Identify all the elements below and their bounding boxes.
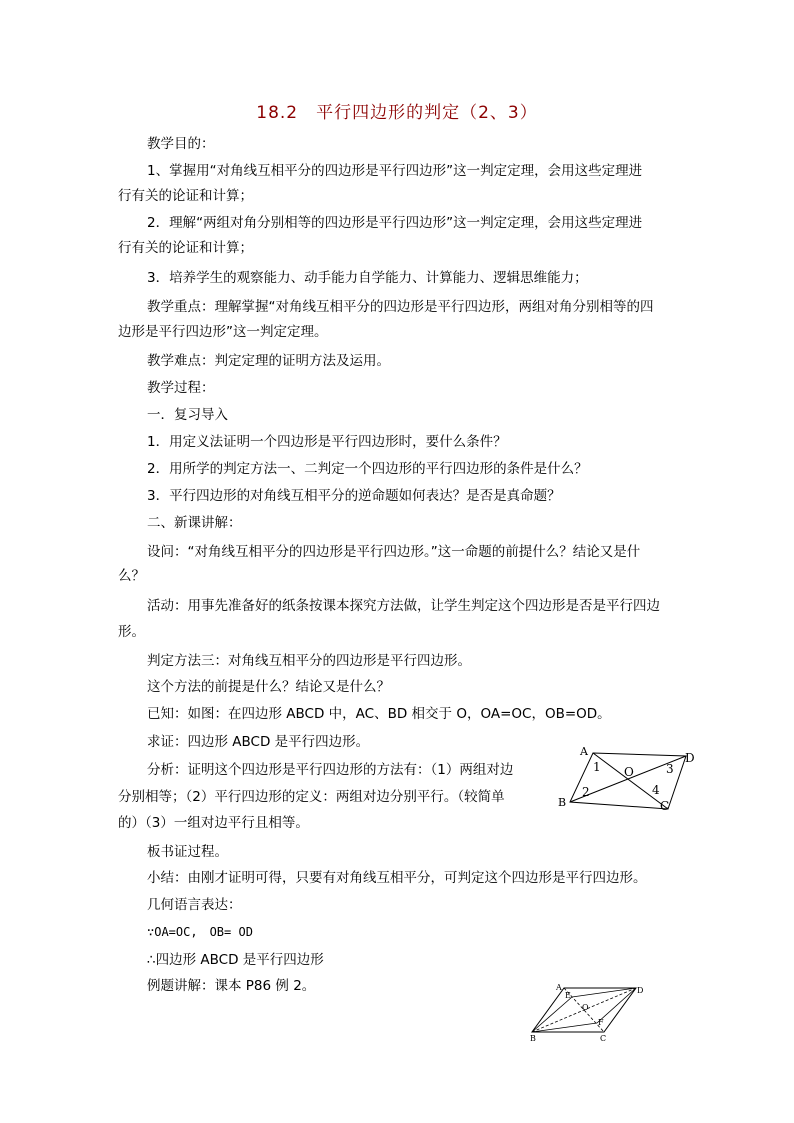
- analysis-line-2: 分别相等；（2）平行四边形的定义：两组对边分别平行。（较简单: [118, 789, 505, 805]
- method-three: 判定方法三：对角线互相平分的四边形是平行四边形。: [147, 653, 471, 669]
- label-C: C: [660, 799, 670, 813]
- ex-label-D: D: [637, 986, 644, 995]
- new-lesson-heading: 二、新课讲解：: [147, 515, 242, 531]
- board-note: 板书证过程。: [147, 844, 228, 860]
- ex-label-A: A: [556, 983, 562, 992]
- analysis-line-1: 分析：证明这个四边形是平行四边形的方法有：（1）两组对边: [147, 762, 514, 778]
- because-statement: ∵OA=OC, OB= OD: [147, 925, 253, 939]
- ex-label-E: E: [565, 991, 571, 1000]
- label-B: B: [558, 796, 567, 809]
- ex-label-C: C: [600, 1034, 607, 1043]
- given-statement: 已知：如图：在四边形 ABCD 中，AC、BD 相交于 O，OA=OC，OB=OD。: [147, 706, 611, 722]
- review-question-1: 1．用定义法证明一个四边形是平行四边形时，要什么条件？: [147, 434, 507, 450]
- activity-line-2: 形。: [118, 624, 145, 640]
- objective-1-line-1: 1、掌握用“对角线互相平分的四边形是平行四边形”这一判定定理，会用这些定理进: [147, 163, 643, 179]
- ex-label-B: B: [530, 1034, 536, 1043]
- angle-1: 1: [593, 760, 601, 774]
- label-D: D: [685, 751, 695, 765]
- key-point-line-2: 边形是平行四边形”这一判定定理。: [118, 324, 328, 340]
- question-line-2: 么？: [118, 568, 145, 584]
- premise-question: 这个方法的前提是什么？结论又是什么？: [147, 679, 390, 695]
- objectives-heading: 教学目的：: [147, 136, 215, 152]
- example-figure: [520, 978, 660, 1048]
- summary: 小结：由刚才证明可得，只要有对角线互相平分，可判定这个四边形是平行四边形。: [147, 870, 647, 886]
- review-question-3: 3．平行四边形的对角线互相平分的逆命题如何表达？是否是真命题？: [147, 488, 561, 504]
- ex-label-O: O: [582, 1003, 589, 1012]
- review-question-2: 2．用所学的判定方法一、二判定一个四边形的平行四边形的条件是什么？: [147, 461, 588, 477]
- prove-statement: 求证：四边形 ABCD 是平行四边形。: [147, 734, 370, 750]
- objective-2-line-2: 行有关的论证和计算；: [118, 240, 253, 256]
- therefore-statement: ∴四边形 ABCD 是平行四边形: [147, 952, 324, 968]
- angle-3: 3: [666, 762, 674, 776]
- parallelogram-figure: [550, 740, 710, 820]
- geometry-language-heading: 几何语言表达：: [147, 897, 242, 913]
- label-O: O: [624, 765, 634, 779]
- objective-3: 3．培养学生的观察能力、动手能力自学能力、计算能力、逻辑思维能力；: [147, 270, 588, 286]
- ex-label-F: F: [598, 1018, 604, 1027]
- activity-line-1: 活动：用事先准备好的纸条按课本探究方法做，让学生判定这个四边形是否是平行四边: [147, 598, 660, 614]
- angle-2: 2: [582, 785, 590, 799]
- difficulty: 教学难点：判定定理的证明方法及运用。: [147, 353, 390, 369]
- analysis-line-3: 的）（3）一组对边平行且相等。: [118, 815, 309, 831]
- label-A: A: [580, 745, 588, 758]
- objective-1-line-2: 行有关的论证和计算；: [118, 188, 253, 204]
- process-heading: 教学过程：: [147, 380, 215, 396]
- example-note: 例题讲解：课本 P86 例 2。: [147, 978, 316, 994]
- objective-2-line-1: 2．理解“两组对角分别相等的四边形是平行四边形”这一判定定理，会用这些定理进: [147, 215, 643, 231]
- key-point-line-1: 教学重点：理解掌握“对角线互相平分的四边形是平行四边形，两组对角分别相等的四: [147, 299, 654, 315]
- document-title: 18.2 平行四边形的判定（2、3）: [256, 103, 538, 123]
- review-heading: 一．复习导入: [147, 407, 228, 423]
- question-line-1: 设问：“对角线互相平分的四边形是平行四边形。”这一命题的前提什么？结论又是什: [147, 544, 641, 560]
- angle-4: 4: [652, 783, 660, 797]
